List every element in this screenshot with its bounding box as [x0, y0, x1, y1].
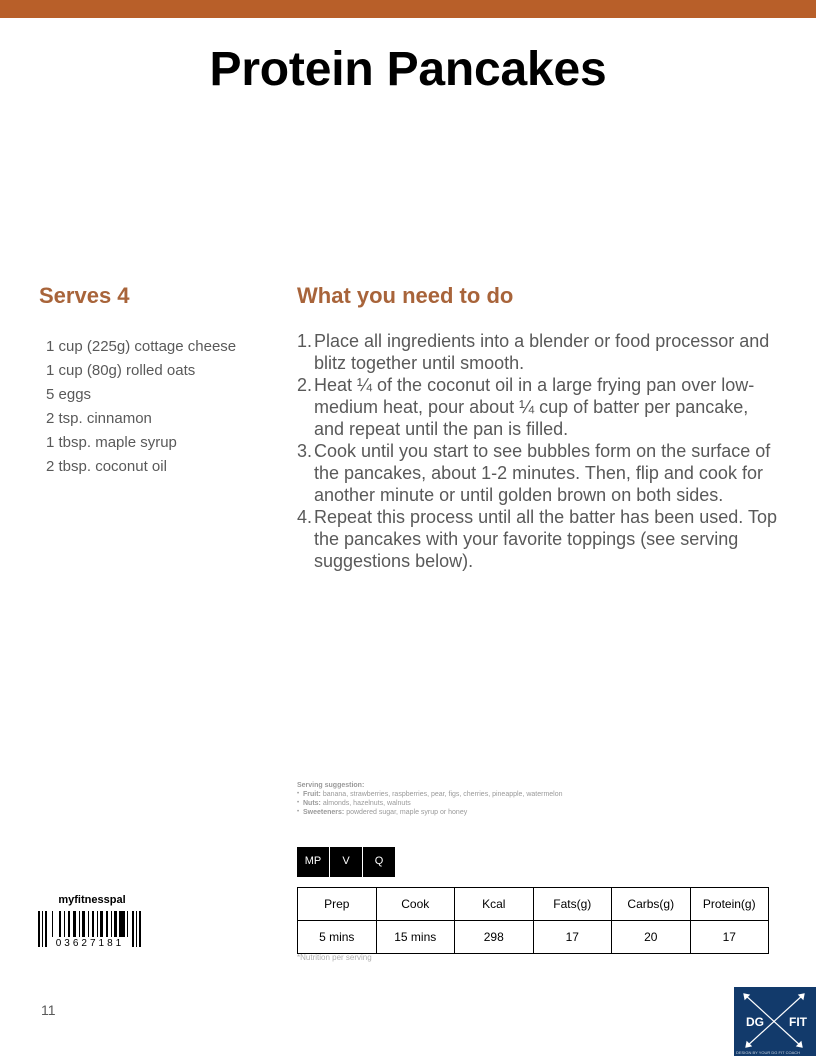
- header-cell: Protein(g): [690, 888, 769, 921]
- value-cell: 17: [690, 921, 769, 954]
- header-cell: Kcal: [455, 888, 534, 921]
- method-heading: What you need to do: [297, 283, 514, 308]
- serving-label: Fruit:: [303, 791, 321, 798]
- serving-item: [297, 808, 563, 817]
- step-text: Cook until you start to see bubbles form on the surface of the pancakes, about 1-2 minutes. Then, flip and cook for another minute or until golden brown on both sides.: [314, 441, 771, 505]
- step-number: 1.: [297, 331, 313, 351]
- serving-item: [297, 790, 563, 799]
- ingredient-list: [46, 337, 236, 481]
- header-bar: [0, 0, 816, 18]
- nutrition-table: [297, 887, 769, 954]
- tag-mp: MP: [297, 847, 329, 877]
- method-step: [297, 374, 782, 440]
- step-text: Heat ¼ of the coconut oil in a large frying pan over low-medium heat, pour about ¼ cup of batter per pancake, and repeat until the pan is filled.: [314, 375, 755, 439]
- dgfit-logo: [734, 987, 816, 1056]
- page-number: 11: [41, 1002, 56, 1018]
- serving-label: Nuts:: [303, 800, 321, 807]
- value-cell: 298: [455, 921, 534, 954]
- diet-tags: [297, 847, 395, 877]
- method-step: [297, 506, 782, 572]
- header-cell: Cook: [376, 888, 455, 921]
- table-header-row: [298, 888, 769, 921]
- serves-heading: Serves 4: [39, 283, 130, 308]
- myfitnesspal-block: [38, 894, 142, 949]
- ingredient-item: 1 tbsp. maple syrup: [46, 434, 177, 451]
- barcode-number: 03627181: [55, 938, 125, 949]
- ingredient-item: 2 tsp. cinnamon: [46, 410, 152, 427]
- value-cell: 15 mins: [376, 921, 455, 954]
- value-cell: 20: [612, 921, 691, 954]
- serving-item: [297, 799, 563, 808]
- myfitnesspal-label: myfitnesspal: [58, 894, 126, 906]
- ingredient-item: 5 eggs: [46, 386, 92, 403]
- step-number: 2.: [297, 375, 313, 395]
- tag-v: V: [330, 847, 362, 877]
- ingredient-item: 1 cup (225g) cottage cheese: [46, 338, 237, 355]
- header-cell: Fats(g): [533, 888, 612, 921]
- method-steps: [297, 330, 782, 572]
- method-step: [297, 440, 782, 506]
- serving-text: powdered sugar, maple syrup or honey: [344, 809, 468, 816]
- serving-heading: Serving suggestion:: [297, 782, 365, 789]
- logo-right-text: FIT: [789, 1015, 807, 1029]
- method-step: [297, 330, 782, 374]
- header-cell: Prep: [298, 888, 377, 921]
- nutrition-note: *Nutrition per serving: [297, 953, 372, 962]
- value-cell: 5 mins: [298, 921, 377, 954]
- table-row: [298, 921, 769, 954]
- ingredient-item: 2 tbsp. coconut oil: [46, 458, 167, 475]
- step-number: 4.: [297, 507, 313, 527]
- serving-text: almonds, hazelnuts, walnuts: [320, 800, 411, 807]
- serving-suggestion: [297, 781, 563, 817]
- serving-text: banana, strawberries, raspberries, pear, figs, cherries, pineapple, watermelon: [320, 791, 563, 798]
- logo-tagline: DESIGN BY YOUR DG FIT COACH: [736, 1050, 801, 1055]
- value-cell: 17: [533, 921, 612, 954]
- recipe-title: Protein Pancakes: [209, 43, 607, 96]
- ingredient-item: 1 cup (80g) rolled oats: [46, 362, 196, 379]
- serving-list: [297, 790, 563, 817]
- barcode-icon: [38, 911, 142, 949]
- step-text: Repeat this process until all the batter has been used. Top the pancakes with your favorite toppings (see serving suggestions below).: [314, 507, 777, 571]
- step-text: Place all ingredients into a blender or food processor and blitz together until smooth.: [314, 331, 770, 373]
- serving-label: Sweeteners:: [303, 809, 345, 816]
- logo-left-text: DG: [746, 1015, 764, 1029]
- tag-q: Q: [363, 847, 395, 877]
- step-number: 3.: [297, 441, 313, 461]
- header-cell: Carbs(g): [612, 888, 691, 921]
